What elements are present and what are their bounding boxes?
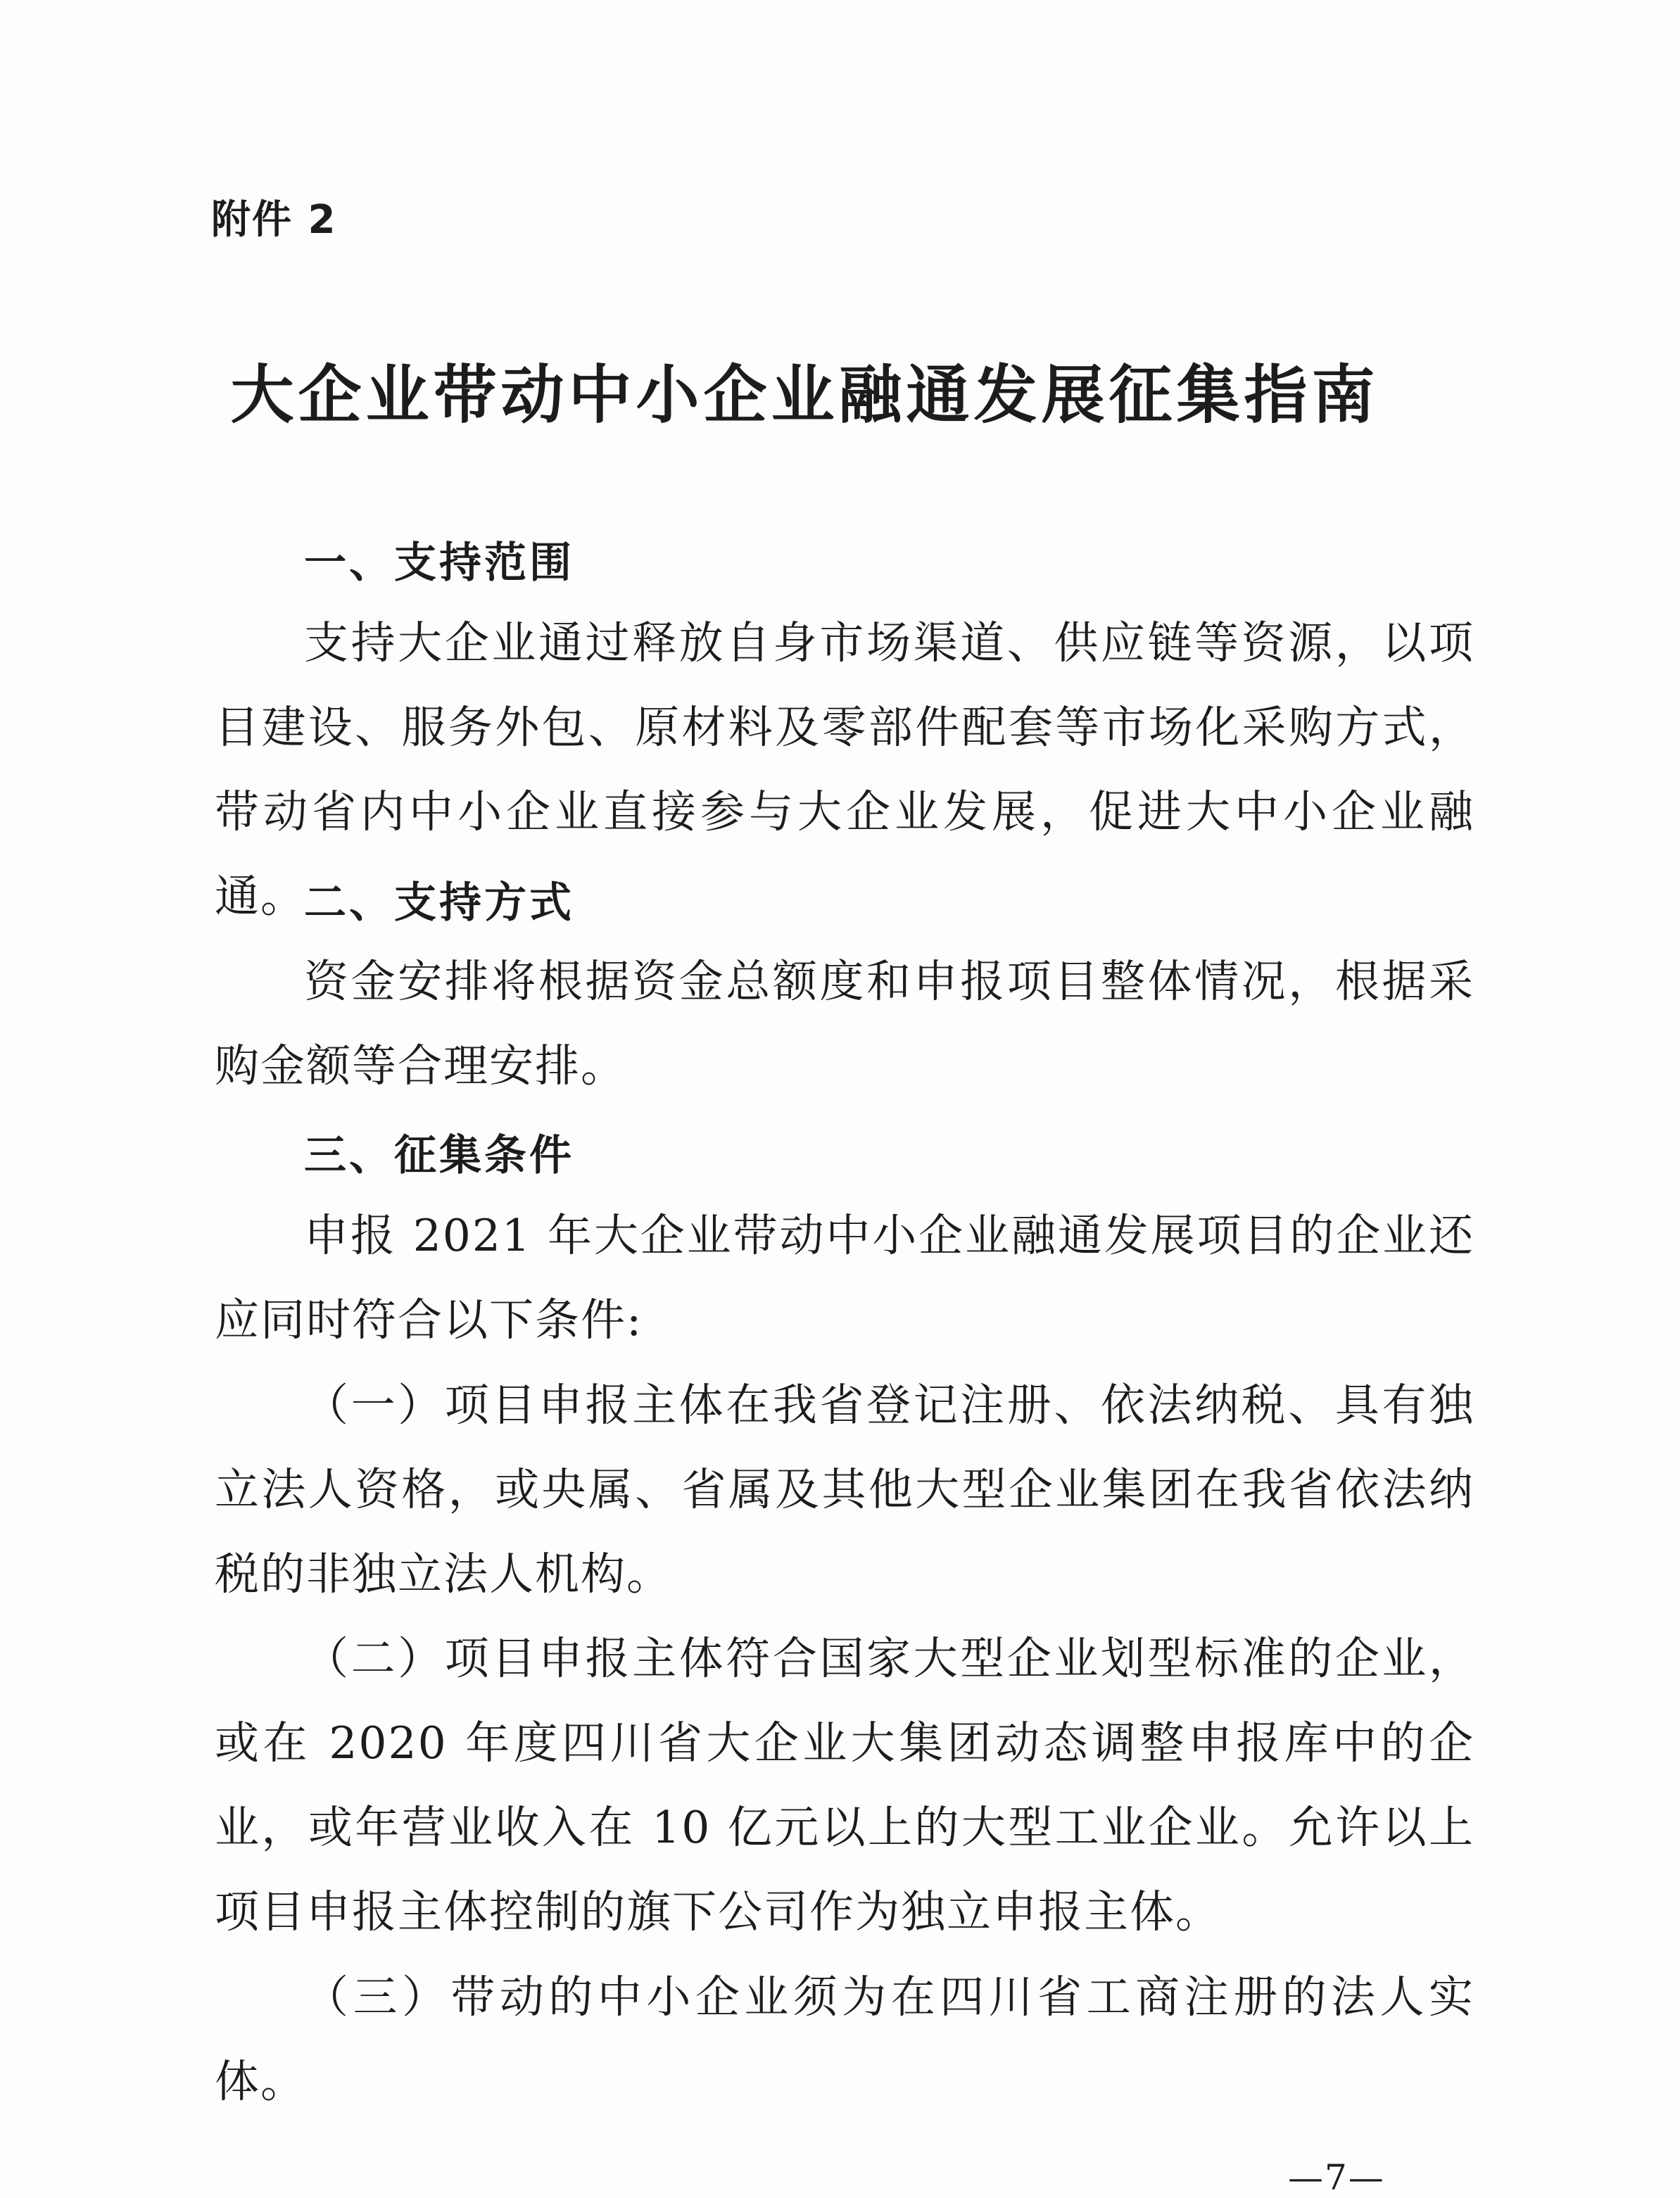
section-heading-support-method: 二、支持方式 [304,878,574,928]
paragraph-support-method: 资金安排将根据资金总额度和申报项目整体情况，根据采购金额等合理安排。 [215,956,1474,1092]
attachment-label: 附件 2 [211,197,337,243]
section-heading-conditions: 三、征集条件 [304,1131,574,1180]
page-number: —7— [1288,2157,1385,2198]
document-title: 大企业带动中小企业融通发展征集指南 [230,358,1379,432]
paragraph-condition-2: （二）项目申报主体符合国家大型企业划型标准的企业，或在 2020 年度四川省大企业大集团动态调整申报库中的企业，或年营业收入在 10 亿元以上的大型工业企业。允许以上项目申报主体控制的旗下公司作为独立申报主体。 [215,1633,1474,1938]
paragraph-condition-1: （一）项目申报主体在我省登记注册、依法纳税、具有独立法人资格，或央属、省属及其他大型企业集团在我省依法纳税的非独立法人机构。 [215,1379,1474,1600]
paragraph-support-scope: 支持大企业通过释放自身市场渠道、供应链等资源，以项目建设、服务外包、原材料及零部件配套等市场化采购方式，带动省内中小企业直接参与大企业发展，促进大中小企业融通。 [215,617,1474,922]
paragraph-condition-3: （三）带动的中小企业须为在四川省工商注册的法人实体。 [215,1971,1474,2107]
section-heading-support-scope: 一、支持范围 [304,538,574,588]
paragraph-conditions-intro: 申报 2021 年大企业带动中小企业融通发展项目的企业还应同时符合以下条件: [215,1210,1474,1346]
